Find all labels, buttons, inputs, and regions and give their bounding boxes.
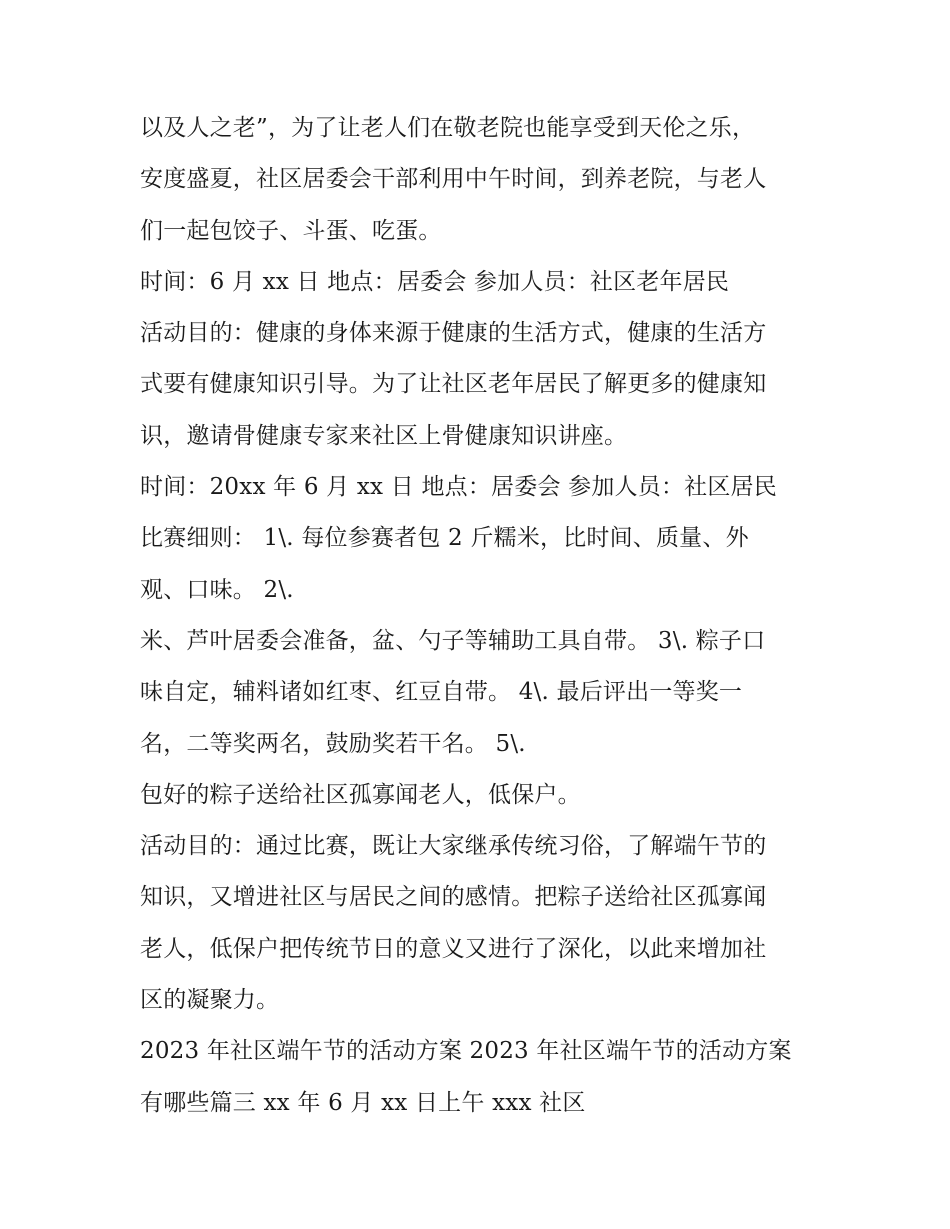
text-line-7: 识，邀请骨健康专家来社区上骨健康知识讲座。 bbox=[140, 422, 628, 449]
text-line-19: 2023 年社区端午节的活动方案 2023 年社区端午节的活动方案 bbox=[140, 1038, 792, 1065]
text-line-9: 比赛细则： 1\. 每位参赛者包 2 斤糯米，比时间、质量、外 bbox=[140, 525, 749, 552]
text-line-20: 有哪些篇三 xx 年 6 月 xx 日上午 xxx 社区 bbox=[140, 1089, 586, 1116]
text-line-10: 观、口味。 2\. bbox=[140, 576, 294, 603]
text-line-3: 们一起包饺子、斗蛋、吃蛋。 bbox=[140, 217, 442, 244]
text-line-2: 安度盛夏，社区居委会干部利用中午时间，到养老院，与老人 bbox=[140, 166, 767, 193]
text-line-18: 区的凝聚力。 bbox=[140, 987, 280, 1014]
text-line-6: 式要有健康知识引导。为了让社区老年居民了解更多的健康知 bbox=[140, 371, 767, 398]
document-body bbox=[140, 103, 830, 1129]
text-line-15: 活动目的：通过比赛，既让大家继承传统习俗，了解端午节的 bbox=[140, 833, 767, 860]
text-line-4: 时间：6 月 xx 日 地点：居委会 参加人员：社区老年居民 bbox=[140, 268, 730, 295]
text-line-17: 老人，低保户把传统节日的意义又进行了深化，以此来增加社 bbox=[140, 935, 767, 962]
text-line-5: 活动目的：健康的身体来源于健康的生活方式，健康的生活方 bbox=[140, 320, 767, 347]
text-line-14: 包好的粽子送给社区孤寡闻老人，低保户。 bbox=[140, 781, 581, 808]
text-line-8: 时间：20xx 年 6 月 xx 日 地点：居委会 参加人员：社区居民 bbox=[140, 474, 777, 501]
text-line-12: 味自定，辅料诸如红枣、红豆自带。 4\. 最后评出一等奖一 bbox=[140, 679, 743, 706]
text-line-13: 名，二等奖两名，鼓励奖若干名。 5\. bbox=[140, 730, 526, 757]
text-line-1: 以及人之老”，为了让老人们在敬老院也能享受到天伦之乐， bbox=[140, 115, 756, 141]
text-line-11: 米、芦叶居委会准备，盆、勺子等辅助工具自带。 3\. 粽子口 bbox=[140, 627, 766, 654]
text-line-16: 知识，又增进社区与居民之间的感情。把粽子送给社区孤寡闻 bbox=[140, 884, 767, 911]
